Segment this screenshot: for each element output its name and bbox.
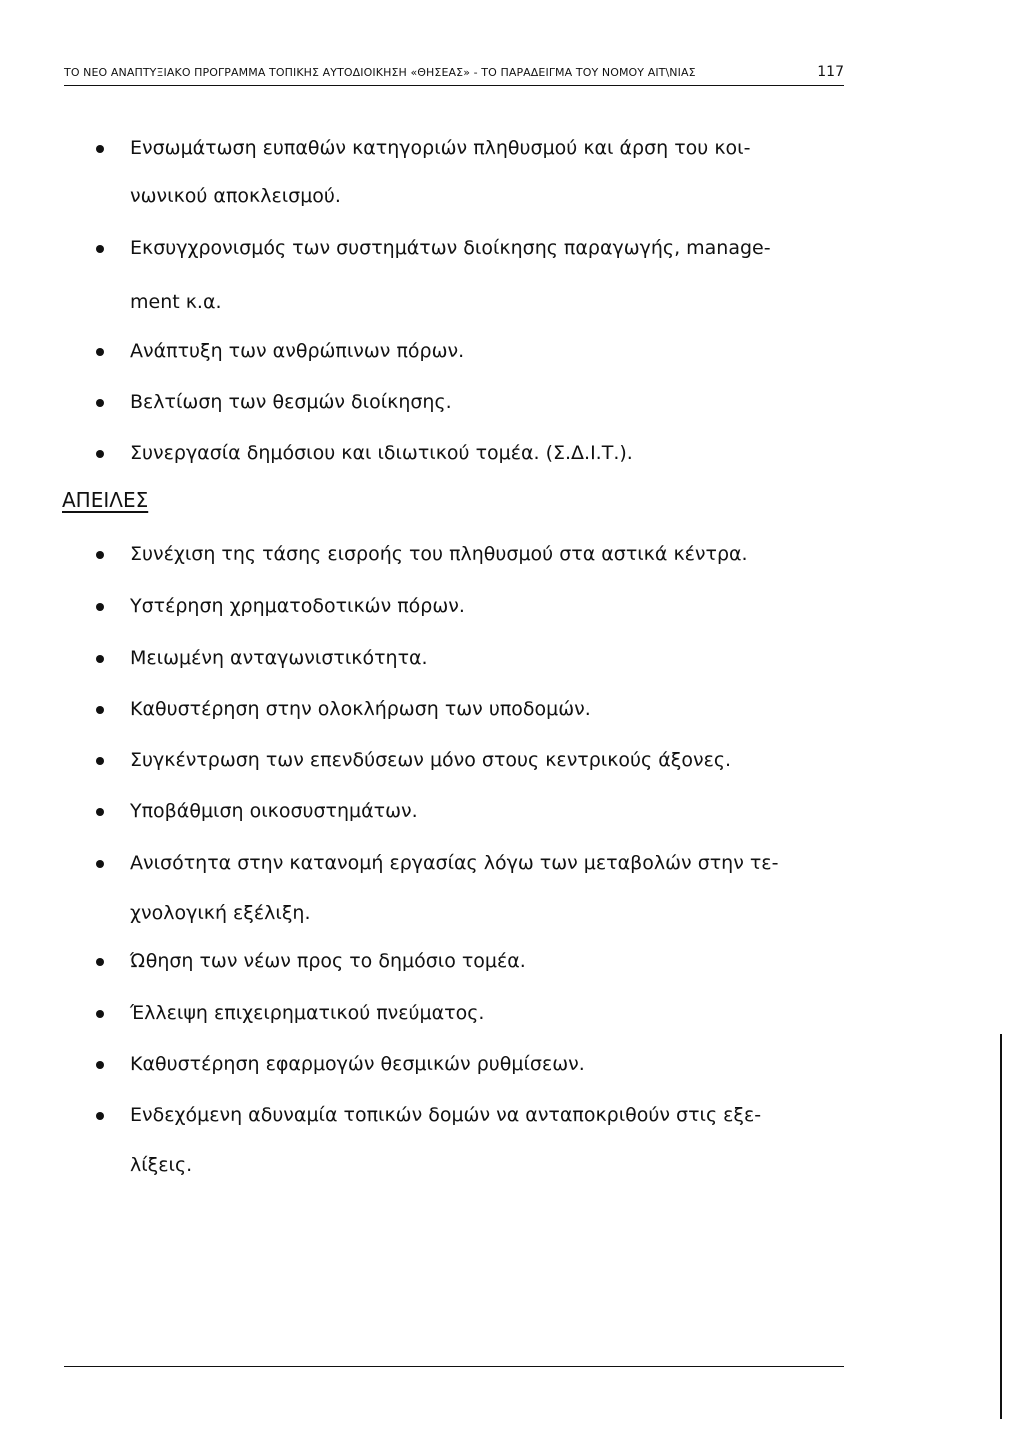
list-item [96,591,856,631]
list-item-text: Υστέρηση χρηματοδοτικών πόρων. [130,595,465,617]
bullet-icon [96,1061,104,1069]
bullet-icon [96,860,104,868]
list-item-continuation: ment κ.α. [130,291,222,313]
running-title: ΤΟ ΝΕΟ ΑΝΑΠΤΥΞΙΑΚΟ ΠΡΟΓΡΑΜΜΑ ΤΟΠΙΚΗΣ ΑΥΤΟΔΙΟΙΚΗΣΗ «ΘΗΣΕΑΣ» - ΤΟ ΠΑΡΑΔΕΙΓΜΑ ΤΟΥ ΝΟΜΟΥ ΑΙΤ\ΝΙΑΣ [64,66,696,79]
threats-heading: ΑΠΕΙΛΕΣ [62,488,149,512]
list-item-continuation: νωνικού αποκλεισμού. [130,185,341,207]
list-item-text: Καθυστέρηση στην ολοκλήρωση των υποδομών. [130,698,591,720]
bullet-icon [96,808,104,816]
list-item [96,438,856,478]
bullet-icon [96,655,104,663]
bullet-icon [96,757,104,765]
list-item-text: Υποβάθμιση οικοσυστημάτων. [130,800,418,822]
list-item [96,133,856,213]
list-item [96,848,856,928]
list-item [96,946,856,986]
list-item [96,336,856,376]
page-number: 117 [817,64,844,80]
list-item [96,1100,856,1180]
list-item-continuation: χνολογική εξέλιξη. [130,902,311,924]
bullet-icon [96,551,104,559]
bullet-icon [96,245,104,253]
list-item-text: Ανισότητα στην κατανομή εργασίας λόγω των μεταβολών στην τε- [130,852,779,874]
list-item-text: Έλλειψη επιχειρηματικού πνεύματος. [130,1002,485,1024]
list-item-continuation: λίξεις. [130,1154,193,1176]
list-item [96,387,856,427]
list-item [96,694,856,734]
bullet-icon [96,1010,104,1018]
list-item-text: Ώθηση των νέων προς το δημόσιο τομέα. [130,950,526,972]
list-item-text: Ενδεχόμενη αδυναμία τοπικών δομών να ανταποκριθούν στις εξε- [130,1104,762,1126]
bullet-icon [96,450,104,458]
bullet-icon [96,603,104,611]
list-item-text: Συνέχιση της τάσης εισροής του πληθυσμού στα αστικά κέντρα. [130,543,748,565]
list-item [96,233,856,313]
list-item [96,643,856,683]
list-item [96,796,856,836]
bullet-icon [96,348,104,356]
bullet-icon [96,145,104,153]
list-item-text: Μειωμένη ανταγωνιστικότητα. [130,647,428,669]
list-item-text: Εκσυγχρονισμός των συστημάτων διοίκησης παραγωγής, manage- [130,237,771,259]
list-item-text: Ενσωμάτωση ευπαθών κατηγοριών πληθυσμού και άρση του κοι- [130,137,751,159]
scan-margin-line [1000,1034,1002,1419]
list-item-text: Συγκέντρωση των επενδύσεων μόνο στους κεντρικούς άξονες. [130,749,732,771]
running-header [64,64,844,86]
bullet-icon [96,706,104,714]
bullet-icon [96,958,104,966]
list-item [96,539,856,579]
bullet-icon [96,1112,104,1120]
bullet-icon [96,399,104,407]
footer-rule [64,1366,844,1367]
list-item-text: Βελτίωση των θεσμών διοίκησης. [130,391,452,413]
list-item-text: Ανάπτυξη των ανθρώπινων πόρων. [130,340,465,362]
list-item-text: Καθυστέρηση εφαρμογών θεσμικών ρυθμίσεων. [130,1053,585,1075]
list-item [96,1049,856,1089]
list-item-text: Συνεργασία δημόσιου και ιδιωτικού τομέα. (Σ.Δ.Ι.Τ.). [130,442,633,464]
list-item [96,745,856,785]
list-item [96,998,856,1038]
